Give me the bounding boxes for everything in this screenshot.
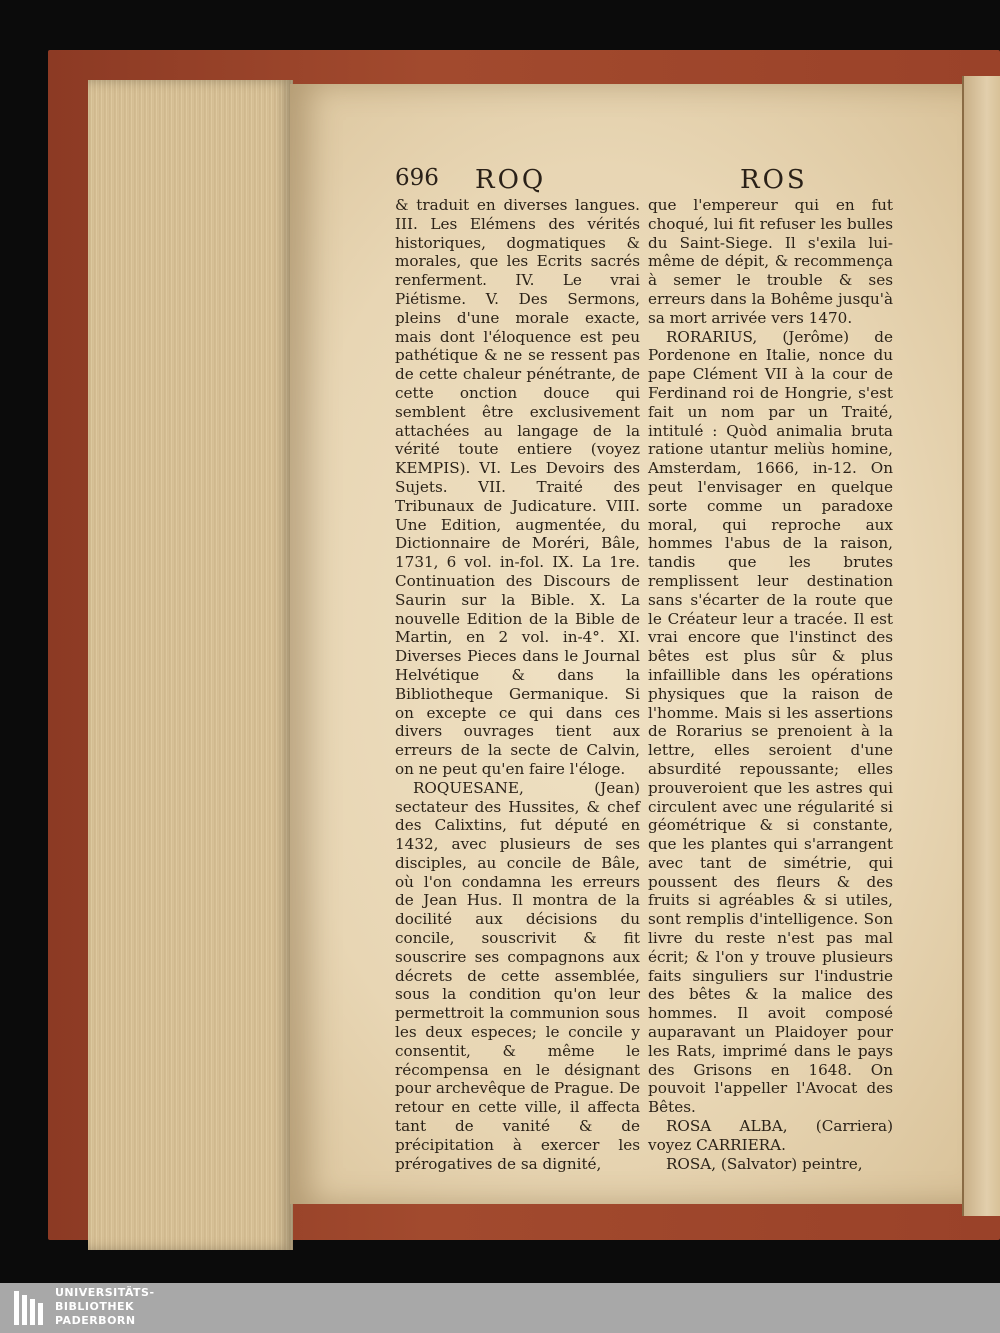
header-keyword-left: ROQ [475,165,547,195]
paragraph: ROSA, (Salvator) peintre, [666,1154,863,1173]
page-edges [88,80,293,1250]
running-header [395,165,895,195]
paragraph: ROSA ALBA, (Carriera) voyez CARRIERA. [648,1117,893,1154]
library-logo-icon [12,1289,48,1327]
paragraph: que l'empereur qui en fut choqué, lui fit refuser les bulles du Saint-Siege. Il s'exila lui-même de dépit, & recommença à semer le trouble & ses erreurs dans la Bohême jusqu'à sa mort arrivée vers 1470. [648,196,893,327]
text-column-left [395,196,640,1173]
paragraph: RORARIUS, (Jerôme) de Pordenone en Italie, nonce du pape Clément VII à la cour de Ferdinand roi de Hongrie, s'est fait un nom par un Traité, intitulé : Quòd animalia bruta ratione utantur meliùs homine, Amsterdam, 1666, in-12. On peut l'envisager en quelque sorte comme un paradoxe moral, qui reproche aux hommes l'abus de la raison, tandis que les brutes remplissent leur destination sans s'écarter de la route que le Créateur leur a tracée. Il est vrai encore que l'instinct des bêtes est plus sûr & plus infaillible dans les opérations physiques que la raison de l'homme. Mais si les assertions de Rorarius se prenoient à la lettre, elles seroient d'une absurdité repoussante; elles prouveroient que les astres qui circulent avec une régularité si géométrique & si constante, que les plantes qui s'arrangent avec tant de simétrie, qui poussent des fleurs & des fruits si agréables & si utiles, sont remplis d'intelligence. Son livre du reste n'est pas mal écrit; & l'on y trouve plusieurs faits singuliers sur l'industrie des bêtes & la malice des hommes. Il avoit composé auparavant un Plaidoyer pour les Rats, imprimé dans le pays des Grisons en 1648. On pouvoit l'appeller l'Avocat des Bêtes. [648,327,893,1117]
header-keyword-right: ROS [740,165,808,195]
paragraph: ROQUESANE, (Jean) sectateur des Hussites, & chef des Calixtins, fut député en 1432, avec plusieurs de ses disciples, au concile de Bâle, où l'on condamna les erreurs de Jean Hus. Il montra de la docilité aux décisions du concile, souscrivit & fit souscrire ses compagnons aux décrets de cette assemblée, sous la condition qu'on leur permettroit la communion sous les deux especes; le concile y consentit, & même le récompensa en le désignant pour archevêque de Prague. De retour en cette ville, il affecta tant de vanité & de précipitation à exercer les prérogatives de sa dignité, [395,778,640,1173]
text-column-right [648,196,893,1173]
paragraph: & traduit en diverses langues. III. Les Elémens des vérités historiques, dogmatiques & morales, que les Ecrits sacrés renferment. IV. Le vrai Piétisme. V. Des Sermons, pleins d'une morale exacte, mais dont l'éloquence est peu pathétique & ne se ressent pas de cette chaleur pénétrante, de cette onction douce qui semblent être exclusivement attachées au langage de la vérité toute entiere (voyez KEMPIS). VI. Les Devoirs des Sujets. VII. Traité des Tribunaux de Judicature. VIII. Une Edition, augmentée, du Dictionnaire de Moréri, Bâle, 1731, 6 vol. in-fol. IX. La 1re. Continuation des Discours de Saurin sur la Bible. X. La nouvelle Edition de la Bible de Martin, en 2 vol. in-4°. XI. Diverses Pieces dans le Journal Helvétique & dans la Bibliotheque Germanique. Si on excepte ce qui dans ces divers ouvrages tient aux erreurs de la secte de Calvin, on ne peut qu'en faire l'éloge. [395,196,640,778]
page-number: 696 [395,165,439,191]
library-name: UNIVERSITÄTS- BIBLIOTHEK PADERBORN [55,1286,155,1327]
facing-page-edge [962,76,1000,1216]
library-footer [0,1283,1000,1333]
